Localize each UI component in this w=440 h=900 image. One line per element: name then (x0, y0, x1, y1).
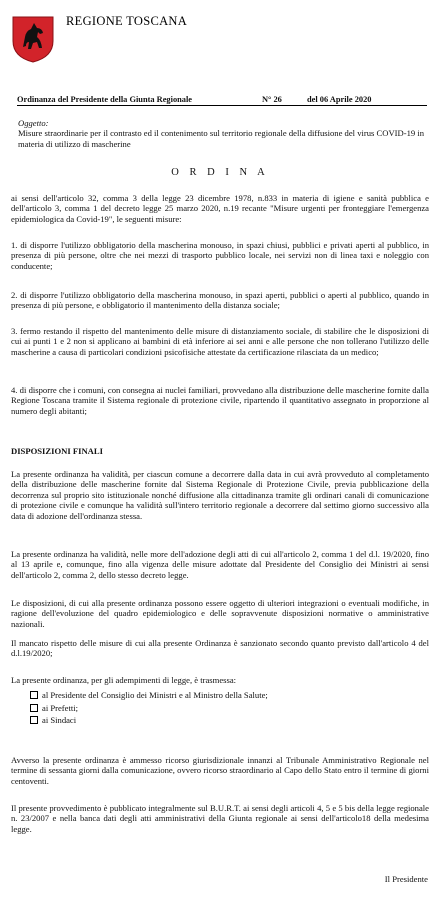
final-paragraph-3: Le disposizioni, di cui alla presente ordinanza possono essere oggetto di ulteriori integrazioni o eventuali modifiche, in ragione dell'evoluzione del quadro epidemiologico e delle sopravvenute disposizioni normative o amministrative nazionali. (11, 598, 429, 629)
list-item: ai Sindaci (30, 714, 268, 727)
checkbox-bullet-icon (30, 704, 38, 712)
ordinance-title: Ordinanza del Presidente della Giunta Regionale (17, 95, 193, 104)
publication-paragraph: Il presente provvedimento è pubblicato integralmente sul B.U.R.T. ai sensi degli articoli 4, 5 e 5 bis della legge regionale n. 23/2007 e nella banca dati degli atti amministrativi della Giunta regionale ai sensi dell'articolo18 della medesima legge. (11, 803, 429, 834)
final-paragraph-1: La presente ordinanza ha validità, per ciascun comune a decorrere dalla data in cui avrà provveduto al completamento della distribuzione delle mascherine fornite dal Sistema Regionale di Protezione Civile, previa pubblicazione della decorrenza sul proprio sito istituzionale nonché diffusione alla cittadinanza tramite gli ordinari canali di comunicazione di protezione civile e comunque ha validità sull'intero territorio regionale a decorrere dal settimo giorno successivo alla data di adozione dell'ordinanza stessa. (11, 469, 429, 521)
list-item: al Presidente del Consiglio dei Ministri e al Ministro della Salute; (30, 689, 268, 702)
recipients-list (30, 689, 268, 727)
ordinance-date: del 06 Aprile 2020 (307, 95, 372, 104)
final-paragraph-2: La presente ordinanza ha validità, nelle more dell'adozione degli atti di cui all'articolo 2, comma 1 del d.l. 19/2020, fino al 13 aprile e, comunque, fino alla vigenza delle misure adottate dal Presidente del Consiglio dei Ministri ai sensi dell'articolo 2, comma 2, dello stesso decreto legge. (11, 549, 429, 580)
transmission-intro: La presente ordinanza, per gli adempimenti di legge, è trasmessa: (11, 675, 237, 685)
checkbox-bullet-icon (30, 691, 38, 699)
intro-paragraph: ai sensi dell'articolo 32, comma 3 della legge 23 dicembre 1978, n.833 in materia di igiene e sanità pubblica e dell'articolo 3, comma 1 del decreto legge 25 marzo 2020, n.19 recante "Misure urgenti per fronteggiare l'emergenza epidemiologica da Covid-19", le seguenti misure: (11, 193, 429, 224)
signature-label: Il Presidente (384, 874, 428, 884)
subject-text: Misure straordinarie per il contrasto ed il contenimento sul territorio regionale della diffusione del virus COVID-19 in materia di utilizzo di mascherine (18, 128, 425, 149)
measure-3: 3. fermo restando il rispetto del mantenimento delle misure di distanziamento sociale, di stabilire che le disposizioni di cui ai punti 1 e 2 non si applicano ai bambini di età inferiore ai sei anni e alle persone che non tollerano l'utilizzo delle mascherine a causa di particolari condizioni psicofisiche attestate da certificazione rilasciata da un medico; (11, 326, 429, 357)
final-provisions-heading: DISPOSIZIONI FINALI (11, 446, 103, 456)
measure-2: 2. di disporre l'utilizzo obbligatorio della mascherina monouso, in spazi aperti, pubblici o aperti al pubblico, quando in presenza di più persone, e obbligatorio il mantenimento della distanza sociale; (11, 290, 429, 311)
ordina-heading: O R D I N A (171, 167, 269, 178)
list-item: ai Prefetti; (30, 702, 268, 715)
final-paragraph-4: Il mancato rispetto delle misure di cui alla presente Ordinanza è sanzionato secondo quanto previsto dall'articolo 4 del d.l.19/2020; (11, 638, 429, 659)
ordinance-header-line (17, 95, 427, 106)
region-name: REGIONE TOSCANA (66, 14, 188, 28)
regione-toscana-crest-icon (11, 15, 55, 63)
measure-1: 1. di disporre l'utilizzo obbligatorio della mascherina monouso, in spazi chiusi, pubblici e privati aperti al pubblico, in presenza di più persone, oltre che nei mezzi di trasporto pubblico locale, nei servizi non di linea taxi e noleggio con conducente; (11, 240, 429, 271)
appeal-paragraph: Avverso la presente ordinanza è ammesso ricorso giurisdizionale innanzi al Tribunale Amministrativo Regionale nel termine di sessanta giorni dalla comunicazione, ovvero ricorso straordinario al Capo dello Stato entro il termine di giorni centoventi. (11, 755, 429, 786)
subject-label: Oggetto: (18, 118, 49, 128)
ordinance-number: N° 26 (262, 95, 282, 104)
checkbox-bullet-icon (30, 716, 38, 724)
measure-4: 4. di disporre che i comuni, con consegna ai nuclei familiari, provvedano alla distribuzione delle mascherine fornite dalla Regione Toscana tramite il Sistema regionale di protezione civile, ripartendo il quantitativo assegnato in proporzione al numero degli abitanti; (11, 385, 429, 416)
subject-block (18, 118, 432, 149)
